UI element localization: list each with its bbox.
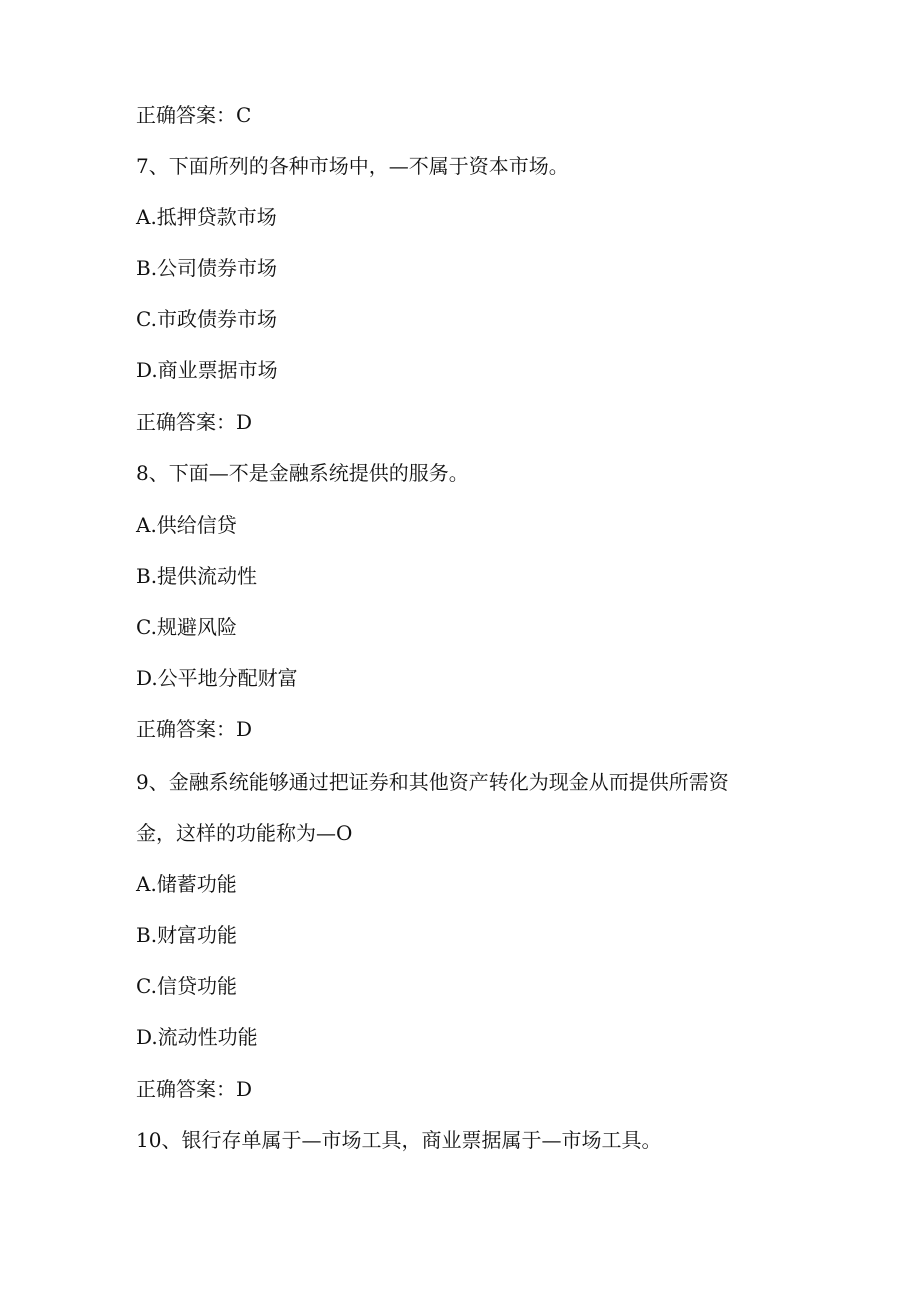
question-9-option-b: B.财富功能 [136,923,238,947]
question-9-stem-line-2: 金，这样的功能称为—O [136,821,353,845]
question-7-answer: 正确答案：D [136,410,253,434]
question-9-option-a: A.储蓄功能 [136,872,237,896]
question-7-stem: 7、下面所列的各种市场中，—不属于资本市场。 [136,154,569,178]
question-10-stem: 10、银行存单属于—市场工具，商业票据属于—市场工具。 [136,1128,662,1152]
question-7-option-c: C.市政债券市场 [136,307,277,331]
question-9-answer: 正确答案：D [136,1077,253,1101]
question-8-answer: 正确答案：D [136,717,253,741]
question-9-stem-line-1: 9、金融系统能够通过把证券和其他资产转化为现金从而提供所需资 [136,770,729,794]
question-7-option-d: D.商业票据市场 [136,358,278,382]
question-8-option-b: B.提供流动性 [136,564,258,588]
question-8-option-c: C.规避风险 [136,615,237,639]
answer-line: 正确答案：C [136,103,252,127]
question-8-option-a: A.供给信贷 [136,513,237,537]
question-8-option-d: D.公平地分配财富 [136,666,298,690]
question-9-option-c: C.信贷功能 [136,974,237,998]
question-9-option-d: D.流动性功能 [136,1025,258,1049]
question-7-option-b: B.公司债券市场 [136,256,278,280]
question-8-stem: 8、下面—不是金融系统提供的服务。 [136,461,469,485]
question-7-option-a: A.抵押贷款市场 [136,205,277,229]
